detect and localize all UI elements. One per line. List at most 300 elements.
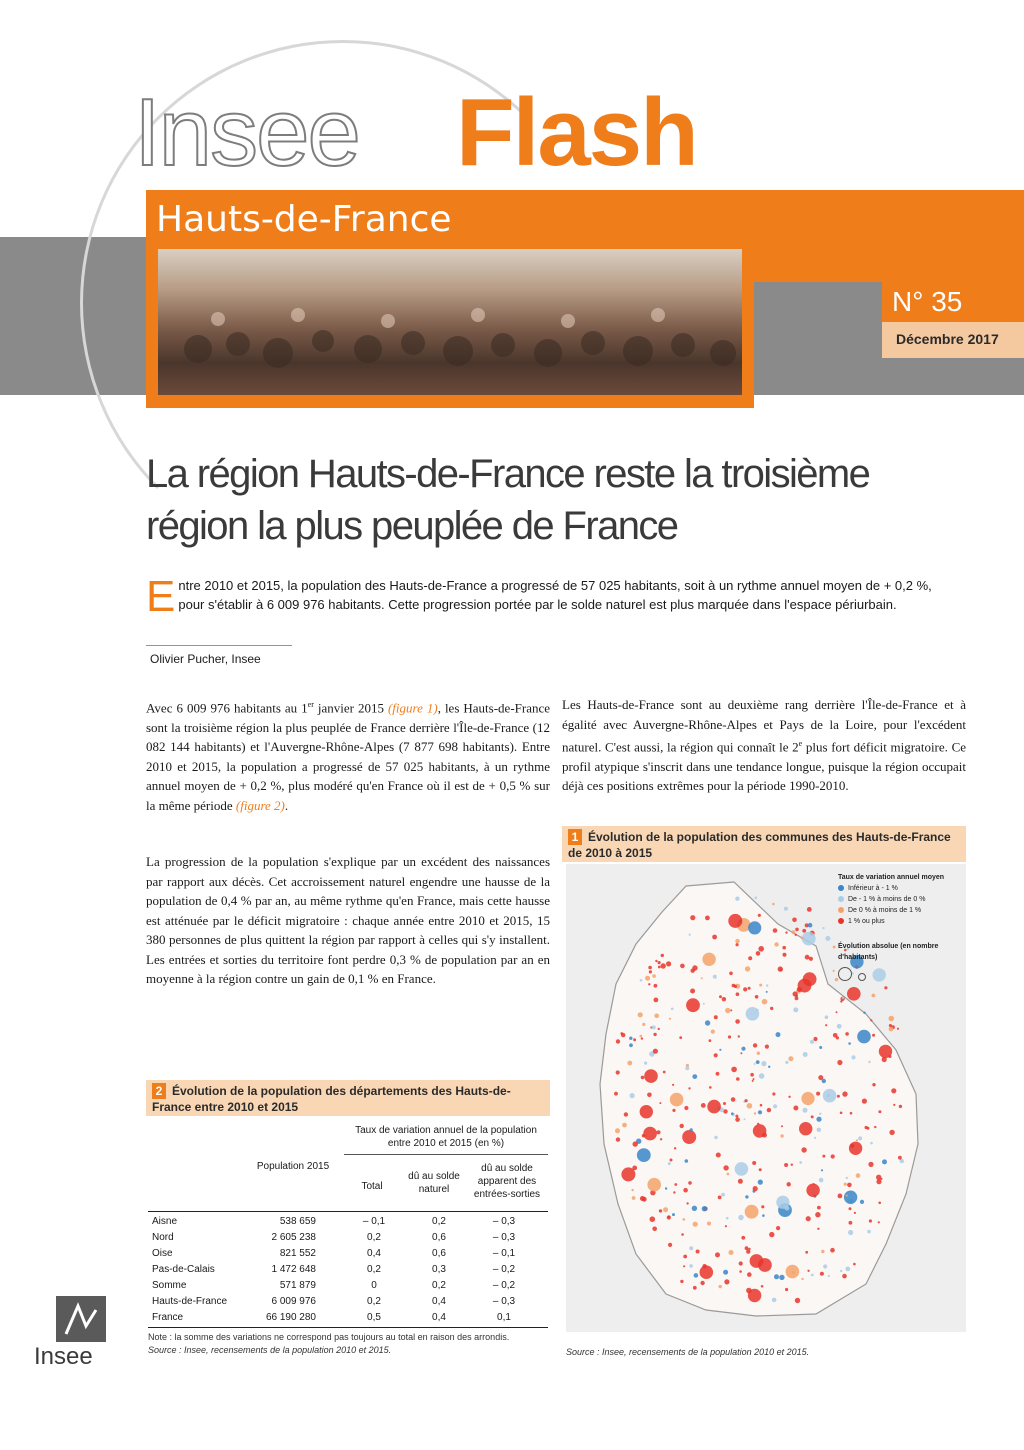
commune-dot	[633, 1141, 638, 1146]
commune-dot	[758, 1180, 763, 1185]
commune-dot	[740, 1052, 742, 1054]
commune-dot	[689, 934, 691, 936]
commune-dot	[715, 1252, 720, 1257]
commune-dot	[872, 1034, 875, 1037]
commune-dot	[807, 907, 812, 912]
table-row	[148, 1278, 548, 1294]
commune-dot	[773, 1104, 777, 1108]
cell-pop: 6 009 976	[271, 1296, 316, 1307]
commune-dot	[776, 1226, 780, 1230]
commune-dot	[660, 1138, 662, 1140]
commune-dot	[773, 928, 778, 933]
legend-label-3: De 0 % à moins de 1 %	[848, 907, 922, 914]
cell-migratory: 0,1	[497, 1312, 511, 1323]
commune-dot	[731, 1112, 734, 1115]
commune-dot	[630, 1093, 635, 1098]
commune-dot	[672, 1109, 675, 1112]
cell-migratory: – 0,3	[492, 1296, 516, 1307]
commune-dot	[719, 1285, 722, 1288]
commune-dot	[747, 1103, 753, 1109]
commune-dot	[819, 1113, 821, 1115]
commune-dot	[640, 1105, 653, 1118]
commune-dot	[683, 1218, 686, 1221]
commune-dot	[851, 1055, 855, 1059]
commune-dot	[842, 1091, 847, 1096]
commune-dot	[667, 1215, 671, 1219]
commune-dot	[672, 1084, 674, 1086]
commune-dot	[862, 1099, 867, 1104]
commune-dot	[780, 1134, 783, 1137]
commune-dot	[813, 1037, 817, 1041]
commune-dot	[761, 1061, 766, 1066]
table-row	[148, 1294, 548, 1310]
commune-dot	[801, 1147, 806, 1152]
commune-dot	[700, 1281, 704, 1285]
commune-dot	[759, 1073, 765, 1079]
legend-swatch-2	[838, 896, 844, 902]
commune-dot	[767, 1108, 771, 1112]
commune-dot	[793, 1106, 798, 1111]
commune-dot	[725, 1225, 727, 1227]
commune-dot	[745, 1099, 748, 1102]
cell-natural: 0,6	[432, 1248, 446, 1259]
commune-dot	[867, 1230, 871, 1234]
cell-natural: 0,2	[432, 1216, 446, 1227]
commune-dot	[772, 1298, 777, 1303]
commune-dot	[670, 1159, 673, 1162]
table-row	[148, 1230, 548, 1246]
commune-dot	[722, 997, 726, 1001]
commune-dot	[731, 1097, 736, 1102]
commune-dot	[655, 960, 657, 962]
commune-dot	[819, 1178, 824, 1183]
commune-dot	[889, 1130, 894, 1135]
commune-dot	[854, 1212, 856, 1214]
commune-dot	[705, 1020, 710, 1025]
commune-dot	[748, 987, 751, 990]
commune-dot	[792, 930, 796, 934]
commune-dot	[640, 979, 643, 982]
commune-dot	[785, 931, 787, 933]
commune-dot	[752, 1161, 756, 1165]
cell-total: 0,2	[367, 1232, 381, 1243]
commune-dot	[797, 987, 802, 992]
commune-dot	[614, 1092, 618, 1096]
commune-dot	[828, 1275, 830, 1277]
commune-dot	[666, 961, 671, 966]
commune-dot	[898, 1156, 902, 1160]
table-header-population: Population 2015	[256, 1161, 330, 1172]
cell-natural: 0,2	[432, 1280, 446, 1291]
table-group-header: Taux de variation annuel de la population entre 2010 et 2015 (en %)	[355, 1125, 537, 1149]
commune-dot	[820, 1272, 824, 1276]
commune-dot	[823, 1089, 837, 1103]
brand-flash-text: Flash	[456, 79, 697, 186]
commune-dot	[714, 1015, 718, 1019]
commune-dot	[615, 1128, 620, 1133]
commune-dot	[693, 1222, 698, 1227]
commune-dot	[716, 1072, 720, 1076]
p3-text-a: Les Hauts-de-France sont au deuxième rang derrière l'Île-de-France et à égalité avec Auvergne-Rhône-Alpes et Pays de la Loire, pour l'excédent naturel. C'est aussi, la région qui connaît le 2	[562, 697, 966, 755]
commune-dot	[713, 975, 717, 979]
commune-dot	[683, 1255, 687, 1259]
cell-pop: 1 472 648	[271, 1264, 316, 1275]
commune-dot	[690, 989, 695, 994]
commune-dot	[847, 1183, 852, 1188]
commune-dot	[621, 1167, 635, 1181]
commune-dot	[693, 1286, 697, 1290]
commune-dot	[734, 985, 737, 988]
commune-dot	[680, 1124, 684, 1128]
commune-dot	[792, 918, 797, 923]
commune-dot	[768, 1066, 770, 1068]
commune-dot	[680, 1280, 683, 1283]
commune-dot	[723, 1270, 728, 1275]
figure-2-caption-text: Évolution de la population des départements des Hauts-de-France entre 2010 et 2015	[152, 1084, 511, 1114]
commune-dot	[791, 1164, 793, 1166]
figure-2-note: Note : la somme des variations ne correspond pas toujours au total en raison des arrondis.	[148, 1332, 510, 1342]
commune-dot	[707, 1222, 711, 1226]
commune-dot	[616, 1039, 620, 1043]
commune-dot	[825, 1015, 829, 1019]
commune-dot	[745, 966, 750, 971]
figure-1-link[interactable]: (figure 1)	[387, 700, 438, 716]
commune-dot	[817, 1228, 819, 1230]
table-row	[148, 1262, 548, 1278]
commune-dot	[644, 1069, 658, 1083]
commune-dot	[748, 921, 761, 934]
commune-dot	[659, 1209, 662, 1212]
commune-dot	[642, 1023, 645, 1026]
commune-dot	[654, 1014, 659, 1019]
commune-dot	[700, 1265, 714, 1279]
commune-dot	[779, 1275, 784, 1280]
commune-dot	[661, 963, 666, 968]
commune-dot	[759, 984, 762, 987]
commune-dot	[821, 1169, 823, 1171]
insee-logo-mark	[56, 1296, 106, 1342]
commune-dot	[724, 1279, 729, 1284]
cell-migratory: – 0,2	[492, 1264, 516, 1275]
commune-dot	[645, 976, 650, 981]
commune-dot	[876, 1179, 881, 1184]
commune-dot	[684, 1106, 688, 1110]
commune-dot	[652, 974, 656, 978]
commune-dot	[739, 1261, 743, 1265]
commune-dot	[755, 897, 758, 900]
article-title: La région Hauts-de-France reste la troisième région la plus peuplée de France	[146, 452, 870, 548]
commune-dot	[759, 1168, 762, 1171]
commune-dot	[787, 1182, 791, 1186]
commune-dot	[658, 1028, 660, 1030]
commune-dot	[649, 970, 652, 973]
commune-dot	[637, 1148, 651, 1162]
legend-title: Taux de variation annuel moyen	[838, 874, 945, 881]
commune-dot	[837, 1024, 842, 1029]
commune-dot	[627, 1061, 632, 1066]
commune-dot	[648, 983, 650, 985]
commune-dot	[738, 1215, 743, 1220]
article-author: Olivier Pucher, Insee	[150, 652, 261, 666]
commune-dot	[748, 1248, 750, 1250]
commune-dot	[772, 1092, 775, 1095]
issue-number: N° 35	[892, 286, 963, 317]
legend-size-circles	[838, 967, 962, 985]
commune-dot	[868, 1162, 873, 1167]
commune-dot	[728, 1035, 731, 1038]
cell-pop: 821 552	[279, 1248, 316, 1259]
commune-dot	[840, 1112, 843, 1115]
commune-dot	[817, 1128, 821, 1132]
commune-dot	[665, 1187, 667, 1189]
legend-swatch-1	[838, 885, 844, 891]
commune-dot	[716, 1153, 721, 1158]
commune-dot	[878, 1221, 880, 1223]
commune-dot	[783, 953, 787, 957]
commune-dot	[714, 1136, 717, 1139]
commune-dot	[830, 1248, 835, 1253]
commune-dot	[810, 1040, 814, 1044]
commune-dot	[847, 987, 861, 1001]
commune-dot	[840, 1270, 842, 1272]
commune-dot	[770, 1007, 773, 1010]
commune-dot	[728, 914, 742, 928]
commune-dot	[772, 903, 775, 906]
commune-dot	[686, 998, 700, 1012]
commune-dot	[842, 1274, 847, 1279]
commune-dot	[741, 1236, 745, 1240]
table-header-rule	[148, 1211, 548, 1212]
commune-dot	[784, 907, 788, 911]
commune-dot	[719, 1049, 721, 1051]
commune-dot	[889, 1055, 892, 1058]
commune-dot	[691, 969, 695, 973]
commune-dot	[816, 1092, 820, 1096]
commune-dot	[705, 916, 710, 921]
commune-dot	[654, 998, 659, 1003]
commune-dot	[756, 1060, 760, 1064]
commune-dot	[668, 1243, 672, 1247]
commune-dot	[668, 1162, 671, 1165]
commune-dot	[822, 927, 824, 929]
legend-size-title: Évolution absolue (en nombre d'habitants)	[838, 943, 939, 961]
commune-dot	[661, 954, 664, 957]
commune-dot	[686, 1202, 688, 1204]
commune-dot	[659, 1102, 661, 1104]
commune-dot	[823, 1264, 827, 1268]
commune-dot	[845, 1267, 850, 1272]
commune-dot	[872, 994, 876, 998]
commune-dot	[761, 1205, 764, 1208]
commune-dot	[811, 1274, 814, 1277]
commune-dot	[685, 1159, 689, 1163]
commune-dot	[681, 1233, 684, 1236]
commune-dot	[702, 1206, 707, 1211]
commune-dot	[825, 936, 830, 941]
commune-dot	[801, 1278, 803, 1280]
commune-dot	[701, 977, 703, 979]
commune-dot	[731, 1067, 737, 1073]
cell-migratory: – 0,3	[492, 1216, 516, 1227]
commune-dot	[673, 1191, 675, 1193]
commune-dot	[860, 1200, 864, 1204]
commune-dot	[889, 1016, 895, 1022]
commune-dot	[869, 1219, 872, 1222]
commune-dot	[868, 1061, 870, 1063]
commune-dot	[805, 1251, 808, 1254]
commune-dot	[840, 1000, 842, 1002]
commune-dot	[889, 1027, 894, 1032]
commune-dot	[654, 984, 658, 988]
insee-logo-icon	[56, 1296, 106, 1342]
commune-dot	[736, 1077, 740, 1081]
cell-pop: 2 605 238	[271, 1232, 316, 1243]
commune-dot	[837, 1095, 840, 1098]
crowd-illustration	[158, 249, 742, 395]
commune-dot	[674, 1147, 676, 1149]
commune-dot	[653, 1049, 658, 1054]
commune-dot	[803, 1052, 808, 1057]
commune-dot	[736, 992, 740, 996]
legend-size-circle-small	[858, 973, 866, 981]
commune-dot	[878, 1202, 881, 1205]
commune-dot	[694, 1273, 699, 1278]
commune-dot	[652, 1227, 657, 1232]
commune-dot	[745, 1195, 748, 1198]
commune-dot	[762, 1214, 765, 1217]
commune-dot	[755, 995, 759, 999]
commune-dot	[736, 943, 739, 946]
cell-total: 0,2	[367, 1296, 381, 1307]
cell-name: Somme	[152, 1280, 187, 1291]
commune-dot	[784, 1163, 788, 1167]
p1-text-b: janvier 2015	[313, 700, 388, 716]
figure-1-caption	[562, 826, 966, 862]
commune-dot	[683, 1188, 688, 1193]
cell-total: 0,2	[367, 1264, 381, 1275]
commune-dot	[867, 1127, 870, 1130]
paragraph-2: La progression de la population s'explique par un excédent des naissances par rapport aux décès. Cet accroissement naturel engendre une hausse de la population de 0,4 % par an, au même rythme qu'en France, mais cette hausse est atténuée par le déficit migratoire : chaque année entre 2010 et 2015, 15 380 personnes de plus quittent la région par rapport à celles qui s'y installent. Les entrées et sorties du territoire font perdre 0,3 % de population par an en moyenne à la région contre un gain de 0,1 % en France.	[146, 854, 550, 986]
commune-dot	[622, 1123, 627, 1128]
cell-name: Pas-de-Calais	[152, 1264, 215, 1275]
commune-dot	[745, 1205, 759, 1219]
commune-dot	[702, 953, 715, 966]
population-table	[148, 1118, 548, 1328]
commune-dot	[899, 1105, 902, 1108]
commune-dot	[709, 1039, 712, 1042]
commune-dot	[831, 1154, 835, 1158]
cell-migratory: – 0,3	[492, 1232, 516, 1243]
commune-dot	[741, 1047, 745, 1051]
commune-dot	[762, 999, 768, 1005]
p1-text-a: Avec 6 009 976 habitants au 1	[146, 700, 308, 716]
figure-2-link[interactable]: (figure 2)	[235, 797, 285, 813]
commune-dot	[846, 1195, 848, 1197]
commune-dot	[846, 1177, 848, 1179]
table-row	[148, 1310, 548, 1326]
commune-dot	[891, 1088, 896, 1093]
commune-dot	[785, 1288, 788, 1291]
commune-dot	[758, 1110, 762, 1114]
commune-dot	[808, 923, 813, 928]
commune-dot	[653, 1033, 656, 1036]
commune-dot	[814, 1137, 816, 1139]
commune-dot	[745, 1246, 749, 1250]
commune-dot	[838, 1194, 843, 1199]
commune-dot	[642, 1197, 647, 1202]
commune-dot	[788, 1096, 790, 1098]
commune-dot	[882, 1159, 887, 1164]
commune-dot	[878, 1110, 881, 1113]
commune-dot	[822, 1079, 826, 1083]
commune-dot	[729, 972, 733, 976]
commune-dot	[795, 934, 797, 936]
commune-dot	[648, 966, 652, 970]
commune-dot	[757, 1052, 760, 1055]
commune-dot	[822, 1155, 825, 1158]
commune-dot	[848, 1230, 853, 1235]
p3-text-b: plus fort déficit migratoire. Ce profil atypique s'inscrit dans une tendance longue, puisque la région occupait déjà ces positions extrêmes pour la période 1990-2010.	[562, 739, 967, 794]
p1-text-d: .	[284, 797, 289, 813]
commune-dot	[735, 897, 739, 901]
figure-2-source: Source : Insee, recensements de la population 2010 et 2015.	[148, 1345, 392, 1355]
commune-dot	[748, 1289, 761, 1302]
commune-dot	[825, 1024, 827, 1026]
commune-dot	[624, 1112, 628, 1116]
commune-dot	[735, 1115, 738, 1118]
commune-dot	[756, 1009, 759, 1012]
commune-dot	[711, 1030, 715, 1034]
commune-dot	[629, 1037, 632, 1040]
table-row	[148, 1246, 548, 1262]
commune-dot	[680, 964, 685, 969]
figure-2-number: 2	[152, 1083, 166, 1099]
legend-item-4	[838, 916, 962, 927]
commune-dot	[756, 951, 761, 956]
commune-dot	[679, 1036, 682, 1039]
commune-dot	[643, 1127, 657, 1141]
commune-dot	[663, 1207, 668, 1212]
commune-dot	[723, 1102, 726, 1105]
commune-dot	[785, 1061, 788, 1064]
commune-dot	[799, 1122, 812, 1135]
commune-dot	[874, 1126, 876, 1128]
commune-dot	[647, 1178, 661, 1192]
commune-dot	[833, 1033, 838, 1038]
commune-dot	[817, 1206, 821, 1210]
commune-dot	[753, 1186, 758, 1191]
issue-date: Décembre 2017	[896, 331, 999, 347]
commune-dot	[727, 1173, 730, 1176]
commune-dot	[640, 1035, 643, 1038]
commune-dot	[863, 1012, 865, 1014]
legend-swatch-4	[838, 918, 844, 924]
commune-dot	[753, 1078, 755, 1080]
commune-dot	[858, 1136, 862, 1140]
commune-dot	[815, 1212, 820, 1217]
commune-dot	[723, 1165, 728, 1170]
commune-dot	[805, 955, 810, 960]
commune-dot	[629, 1043, 633, 1047]
commune-dot	[658, 961, 661, 964]
commune-dot	[786, 1265, 800, 1279]
commune-dot	[806, 1216, 811, 1221]
figure-1-number: 1	[568, 829, 582, 845]
commune-dot	[682, 1130, 696, 1144]
table-group-rule	[344, 1154, 548, 1155]
commune-dot	[718, 1196, 722, 1200]
commune-dot	[781, 1125, 783, 1127]
